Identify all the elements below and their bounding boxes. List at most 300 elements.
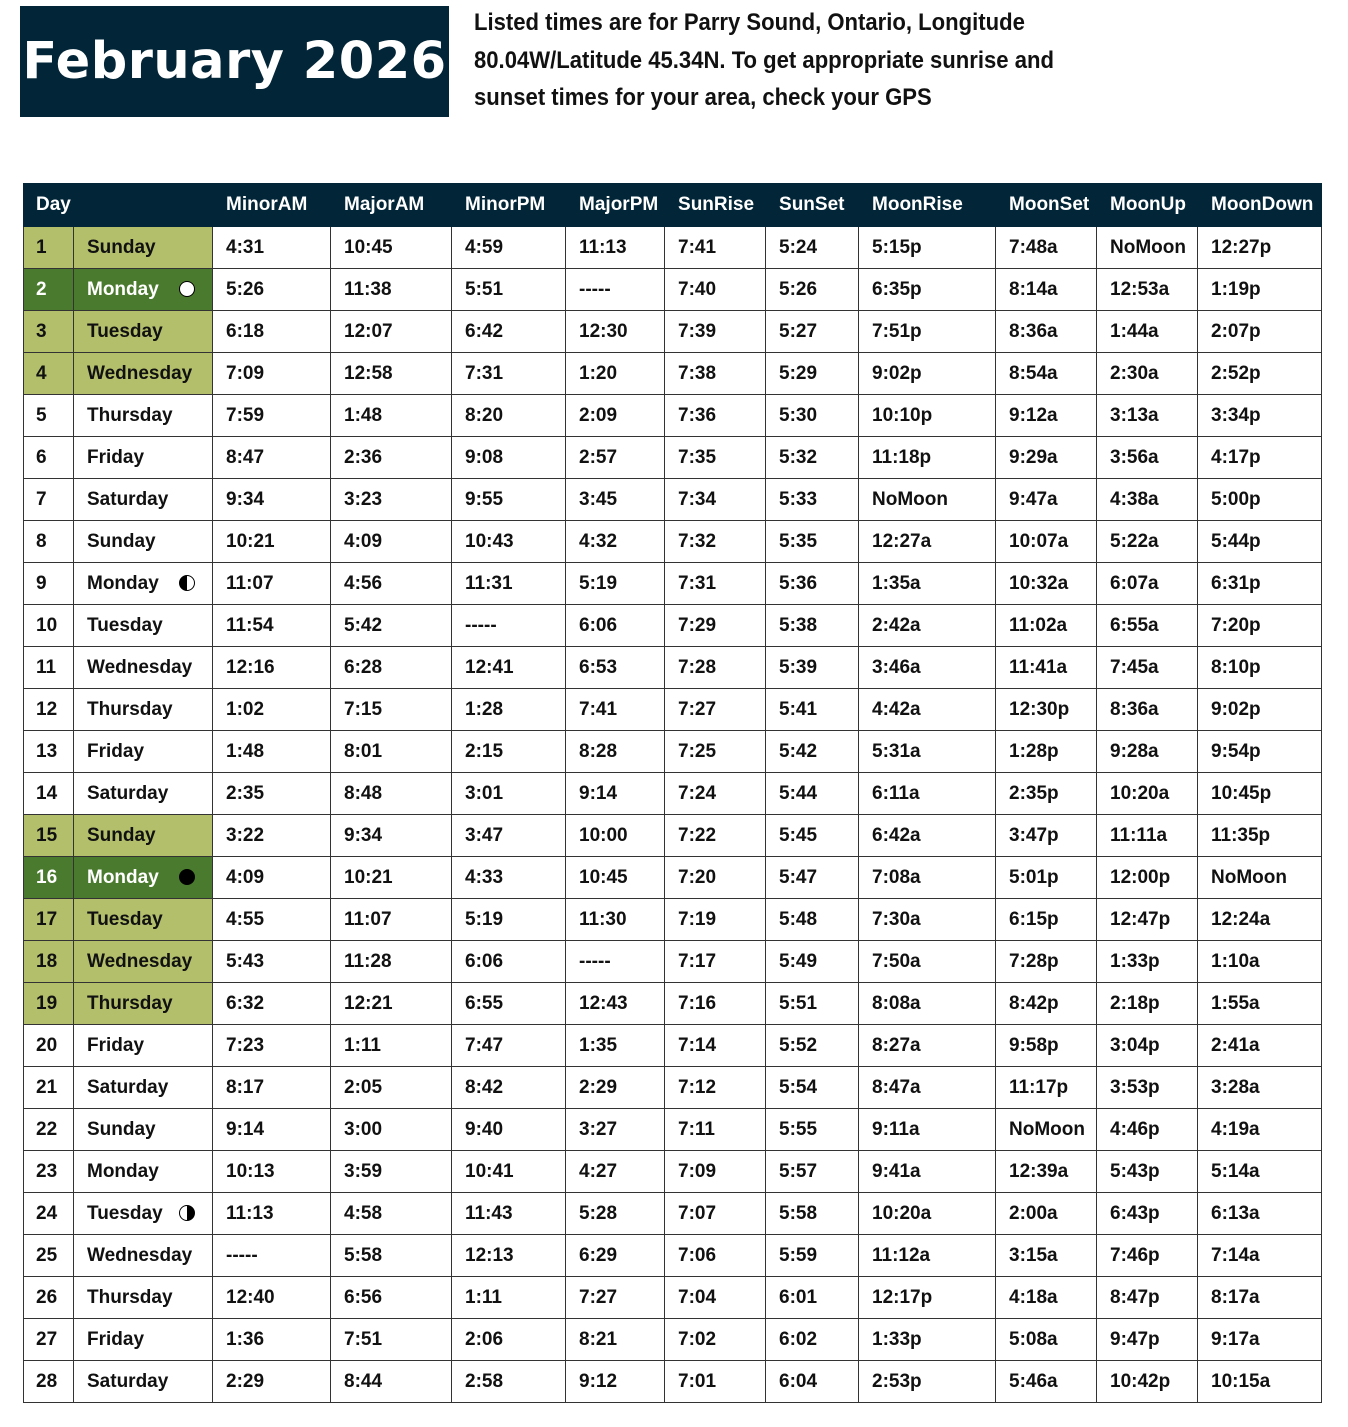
moonset-cell: 9:47a (996, 479, 1097, 521)
table-row (24, 941, 1322, 983)
minor-am-cell: 1:02 (213, 689, 331, 731)
moonup-cell: 12:53a (1097, 269, 1198, 311)
sunset-cell: 5:58 (766, 1193, 859, 1235)
major-pm-cell: 9:12 (566, 1361, 665, 1403)
moonset-cell: 8:36a (996, 311, 1097, 353)
minor-pm-cell: 10:43 (452, 521, 566, 563)
moonrise-cell: 9:11a (859, 1109, 996, 1151)
weekday-label: Sunday (87, 824, 156, 846)
minor-pm-cell: 12:13 (452, 1235, 566, 1277)
day-number-cell: 23 (24, 1151, 74, 1193)
major-pm-cell: ----- (566, 269, 665, 311)
moonup-cell: 4:46p (1097, 1109, 1198, 1151)
minor-pm-cell: 10:41 (452, 1151, 566, 1193)
minor-pm-cell: 3:01 (452, 773, 566, 815)
sunset-cell: 5:26 (766, 269, 859, 311)
moonset-cell: 2:00a (996, 1193, 1097, 1235)
major-pm-cell: 7:41 (566, 689, 665, 731)
major-pm-cell: 8:28 (566, 731, 665, 773)
minor-pm-cell: 5:19 (452, 899, 566, 941)
major-am-cell: 3:23 (331, 479, 452, 521)
sunrise-cell: 7:12 (665, 1067, 766, 1109)
weekday-label: Saturday (87, 488, 169, 510)
moonset-cell: 11:02a (996, 605, 1097, 647)
day-number-cell: 8 (24, 521, 74, 563)
table-row (24, 647, 1322, 689)
major-pm-cell: 8:21 (566, 1319, 665, 1361)
minor-am-cell: 7:59 (213, 395, 331, 437)
weekday-label: Friday (87, 1034, 145, 1056)
major-pm-cell: 3:45 (566, 479, 665, 521)
sunset-cell: 6:04 (766, 1361, 859, 1403)
moonset-cell: 3:15a (996, 1235, 1097, 1277)
major-am-cell: 7:15 (331, 689, 452, 731)
major-am-cell: 10:45 (331, 227, 452, 269)
moonrise-cell: 8:08a (859, 983, 996, 1025)
weekday-cell (74, 479, 213, 521)
moonup-cell: 4:38a (1097, 479, 1198, 521)
table-row (24, 1151, 1322, 1193)
minor-pm-cell: 7:31 (452, 353, 566, 395)
minor-pm-cell: 2:58 (452, 1361, 566, 1403)
minor-am-cell: ----- (213, 1235, 331, 1277)
moondown-cell: 2:52p (1198, 353, 1322, 395)
weekday-cell (74, 857, 213, 899)
minor-am-cell: 12:16 (213, 647, 331, 689)
sunrise-cell: 7:32 (665, 521, 766, 563)
weekday-label: Sunday (87, 1118, 156, 1140)
table-row (24, 857, 1322, 899)
moonup-cell: 10:20a (1097, 773, 1198, 815)
minor-am-cell: 4:09 (213, 857, 331, 899)
major-am-cell: 3:59 (331, 1151, 452, 1193)
major-am-cell: 12:21 (331, 983, 452, 1025)
moonrise-cell: 6:35p (859, 269, 996, 311)
moonset-cell: 7:28p (996, 941, 1097, 983)
sunset-cell: 5:51 (766, 983, 859, 1025)
sunset-cell: 5:32 (766, 437, 859, 479)
moonset-cell: 9:58p (996, 1025, 1097, 1067)
major-am-cell: 7:51 (331, 1319, 452, 1361)
sunrise-cell: 7:39 (665, 311, 766, 353)
sunset-cell: 5:24 (766, 227, 859, 269)
sunset-cell: 5:36 (766, 563, 859, 605)
sunrise-cell: 7:38 (665, 353, 766, 395)
weekday-cell (74, 1193, 213, 1235)
weekday-label: Sunday (87, 236, 156, 258)
moonup-cell: 6:07a (1097, 563, 1198, 605)
table-row (24, 1235, 1322, 1277)
day-number-cell: 10 (24, 605, 74, 647)
major-pm-cell: 2:29 (566, 1067, 665, 1109)
moonset-cell: 10:32a (996, 563, 1097, 605)
day-number-cell: 2 (24, 269, 74, 311)
moonrise-cell: 8:47a (859, 1067, 996, 1109)
col-header-moonset: MoonSet (996, 184, 1097, 227)
moonset-cell: 12:39a (996, 1151, 1097, 1193)
major-pm-cell: 5:19 (566, 563, 665, 605)
minor-am-cell: 6:32 (213, 983, 331, 1025)
moonset-cell: 12:30p (996, 689, 1097, 731)
moonup-cell: 8:36a (1097, 689, 1198, 731)
sunset-cell: 5:45 (766, 815, 859, 857)
moonup-cell: 2:18p (1097, 983, 1198, 1025)
minor-pm-cell: 3:47 (452, 815, 566, 857)
sunset-cell: 5:29 (766, 353, 859, 395)
moonrise-cell: 7:08a (859, 857, 996, 899)
sunset-cell: 5:39 (766, 647, 859, 689)
major-pm-cell: 7:27 (566, 1277, 665, 1319)
weekday-label: Friday (87, 1328, 145, 1350)
moonrise-cell: 2:53p (859, 1361, 996, 1403)
first-quarter-moon-icon (179, 1205, 195, 1221)
location-note-line: 80.04W/Latitude 45.34N. To get appropriate sunrise and (474, 46, 1054, 74)
sunrise-cell: 7:36 (665, 395, 766, 437)
sunrise-cell: 7:02 (665, 1319, 766, 1361)
day-number-cell: 15 (24, 815, 74, 857)
month-title-banner (20, 6, 449, 117)
weekday-cell (74, 647, 213, 689)
sunrise-cell: 7:22 (665, 815, 766, 857)
weekday-cell (74, 731, 213, 773)
moonrise-cell: 11:18p (859, 437, 996, 479)
weekday-label: Saturday (87, 782, 169, 804)
major-pm-cell: 2:57 (566, 437, 665, 479)
sunset-cell: 5:44 (766, 773, 859, 815)
table-row (24, 437, 1322, 479)
moonset-cell: 11:17p (996, 1067, 1097, 1109)
moonrise-cell: NoMoon (859, 479, 996, 521)
col-header-moondown: MoonDown (1198, 184, 1322, 227)
moonup-cell: 12:00p (1097, 857, 1198, 899)
minor-am-cell: 3:22 (213, 815, 331, 857)
weekday-label: Thursday (87, 698, 173, 720)
table-row (24, 479, 1322, 521)
major-pm-cell: 6:53 (566, 647, 665, 689)
day-number-cell: 1 (24, 227, 74, 269)
minor-am-cell: 1:48 (213, 731, 331, 773)
sunset-cell: 5:38 (766, 605, 859, 647)
table-row (24, 773, 1322, 815)
col-header-moonup: MoonUp (1097, 184, 1198, 227)
moonset-cell: 4:18a (996, 1277, 1097, 1319)
table-row (24, 1361, 1322, 1403)
table-row (24, 1319, 1322, 1361)
minor-am-cell: 5:26 (213, 269, 331, 311)
moonup-cell: 3:04p (1097, 1025, 1198, 1067)
weekday-label: Thursday (87, 404, 173, 426)
moonrise-cell: 12:17p (859, 1277, 996, 1319)
major-am-cell: 11:28 (331, 941, 452, 983)
moondown-cell: 9:02p (1198, 689, 1322, 731)
major-am-cell: 2:36 (331, 437, 452, 479)
weekday-cell (74, 1277, 213, 1319)
minor-am-cell: 11:13 (213, 1193, 331, 1235)
weekday-label: Monday (87, 572, 159, 594)
moonup-cell: 6:43p (1097, 1193, 1198, 1235)
table-row (24, 1277, 1322, 1319)
moonup-cell: 5:22a (1097, 521, 1198, 563)
moonup-cell: 6:55a (1097, 605, 1198, 647)
moonrise-cell: 9:02p (859, 353, 996, 395)
day-number-cell: 20 (24, 1025, 74, 1067)
weekday-label: Wednesday (87, 362, 193, 384)
sunrise-cell: 7:11 (665, 1109, 766, 1151)
minor-pm-cell: 12:41 (452, 647, 566, 689)
weekday-cell (74, 1025, 213, 1067)
moonrise-cell: 1:35a (859, 563, 996, 605)
sunrise-cell: 7:19 (665, 899, 766, 941)
sunset-cell: 5:57 (766, 1151, 859, 1193)
table-row (24, 731, 1322, 773)
minor-am-cell: 7:23 (213, 1025, 331, 1067)
moondown-cell: 11:35p (1198, 815, 1322, 857)
moonup-cell: 10:42p (1097, 1361, 1198, 1403)
weekday-cell (74, 1151, 213, 1193)
day-number-cell: 9 (24, 563, 74, 605)
table-row (24, 689, 1322, 731)
sunrise-cell: 7:04 (665, 1277, 766, 1319)
moonrise-cell: 6:11a (859, 773, 996, 815)
day-number-cell: 26 (24, 1277, 74, 1319)
weekday-cell (74, 437, 213, 479)
solunar-table (23, 183, 1322, 1403)
weekday-cell (74, 269, 213, 311)
weekday-cell (74, 521, 213, 563)
col-header-moonrise: MoonRise (859, 184, 996, 227)
moonrise-cell: 3:46a (859, 647, 996, 689)
weekday-cell (74, 1361, 213, 1403)
minor-am-cell: 1:36 (213, 1319, 331, 1361)
moonup-cell: 9:28a (1097, 731, 1198, 773)
major-am-cell: 1:48 (331, 395, 452, 437)
major-pm-cell: 9:14 (566, 773, 665, 815)
table-row (24, 269, 1322, 311)
moonset-cell: 5:01p (996, 857, 1097, 899)
major-am-cell: 5:42 (331, 605, 452, 647)
sunrise-cell: 7:14 (665, 1025, 766, 1067)
weekday-cell (74, 941, 213, 983)
major-am-cell: 11:07 (331, 899, 452, 941)
weekday-label: Friday (87, 446, 145, 468)
day-number-cell: 25 (24, 1235, 74, 1277)
minor-pm-cell: 4:59 (452, 227, 566, 269)
moonrise-cell: 9:41a (859, 1151, 996, 1193)
sunrise-cell: 7:29 (665, 605, 766, 647)
minor-pm-cell: ----- (452, 605, 566, 647)
major-am-cell: 4:58 (331, 1193, 452, 1235)
col-header-major-pm: MajorPM (566, 184, 665, 227)
sunrise-cell: 7:07 (665, 1193, 766, 1235)
minor-pm-cell: 2:15 (452, 731, 566, 773)
moonup-cell: 3:56a (1097, 437, 1198, 479)
weekday-cell (74, 227, 213, 269)
sunrise-cell: 7:20 (665, 857, 766, 899)
weekday-cell (74, 605, 213, 647)
day-number-cell: 18 (24, 941, 74, 983)
moonup-cell: 12:47p (1097, 899, 1198, 941)
day-number-cell: 7 (24, 479, 74, 521)
minor-am-cell: 5:43 (213, 941, 331, 983)
minor-pm-cell: 1:11 (452, 1277, 566, 1319)
moonrise-cell: 8:27a (859, 1025, 996, 1067)
moondown-cell: 7:20p (1198, 605, 1322, 647)
moonup-cell: 5:43p (1097, 1151, 1198, 1193)
weekday-label: Tuesday (87, 1202, 163, 1224)
minor-pm-cell: 8:20 (452, 395, 566, 437)
major-am-cell: 4:56 (331, 563, 452, 605)
minor-am-cell: 6:18 (213, 311, 331, 353)
moonset-cell: 3:47p (996, 815, 1097, 857)
day-number-cell: 13 (24, 731, 74, 773)
sunrise-cell: 7:17 (665, 941, 766, 983)
moonset-cell: 9:12a (996, 395, 1097, 437)
weekday-label: Monday (87, 866, 159, 888)
moondown-cell: 1:55a (1198, 983, 1322, 1025)
sunset-cell: 5:27 (766, 311, 859, 353)
moondown-cell: 3:34p (1198, 395, 1322, 437)
day-number-cell: 22 (24, 1109, 74, 1151)
moonset-cell: 7:48a (996, 227, 1097, 269)
moonset-cell: 8:14a (996, 269, 1097, 311)
major-pm-cell: 1:35 (566, 1025, 665, 1067)
moonset-cell: 1:28p (996, 731, 1097, 773)
moonrise-cell: 11:12a (859, 1235, 996, 1277)
weekday-label: Thursday (87, 1286, 173, 1308)
moondown-cell: 6:13a (1198, 1193, 1322, 1235)
minor-am-cell: 12:40 (213, 1277, 331, 1319)
moondown-cell: 5:00p (1198, 479, 1322, 521)
table-row (24, 521, 1322, 563)
major-pm-cell: 12:30 (566, 311, 665, 353)
minor-am-cell: 11:54 (213, 605, 331, 647)
weekday-cell (74, 899, 213, 941)
col-header-minor-pm: MinorPM (452, 184, 566, 227)
day-number-cell: 19 (24, 983, 74, 1025)
sunset-cell: 5:30 (766, 395, 859, 437)
moondown-cell: 9:17a (1198, 1319, 1322, 1361)
day-number-cell: 28 (24, 1361, 74, 1403)
weekday-cell (74, 983, 213, 1025)
major-pm-cell: 6:06 (566, 605, 665, 647)
sunset-cell: 5:55 (766, 1109, 859, 1151)
major-pm-cell: 4:27 (566, 1151, 665, 1193)
moonup-cell: 7:45a (1097, 647, 1198, 689)
major-pm-cell: 6:29 (566, 1235, 665, 1277)
weekday-label: Tuesday (87, 908, 163, 930)
moondown-cell: 12:27p (1198, 227, 1322, 269)
weekday-cell (74, 563, 213, 605)
weekday-cell (74, 353, 213, 395)
major-am-cell: 12:58 (331, 353, 452, 395)
sunset-cell: 5:42 (766, 731, 859, 773)
sunset-cell: 5:33 (766, 479, 859, 521)
minor-pm-cell: 6:42 (452, 311, 566, 353)
moonup-cell: 3:13a (1097, 395, 1198, 437)
minor-am-cell: 9:34 (213, 479, 331, 521)
table-row (24, 815, 1322, 857)
sunrise-cell: 7:06 (665, 1235, 766, 1277)
sunset-cell: 5:54 (766, 1067, 859, 1109)
day-number-cell: 27 (24, 1319, 74, 1361)
minor-pm-cell: 7:47 (452, 1025, 566, 1067)
moondown-cell: 5:14a (1198, 1151, 1322, 1193)
moonrise-cell: 12:27a (859, 521, 996, 563)
moonup-cell: 1:44a (1097, 311, 1198, 353)
day-number-cell: 5 (24, 395, 74, 437)
sunrise-cell: 7:27 (665, 689, 766, 731)
weekday-cell (74, 1109, 213, 1151)
moonset-cell: 5:46a (996, 1361, 1097, 1403)
table-row (24, 983, 1322, 1025)
table-row (24, 605, 1322, 647)
major-am-cell: 8:48 (331, 773, 452, 815)
weekday-label: Wednesday (87, 950, 193, 972)
sunrise-cell: 7:24 (665, 773, 766, 815)
location-note-line: Listed times are for Parry Sound, Ontario, Longitude (474, 9, 1025, 36)
full-moon-icon (179, 281, 195, 297)
table-row (24, 353, 1322, 395)
weekday-label: Sunday (87, 530, 156, 552)
weekday-label: Saturday (87, 1370, 169, 1392)
major-am-cell: 8:44 (331, 1361, 452, 1403)
weekday-label: Monday (87, 278, 159, 300)
sunrise-cell: 7:34 (665, 479, 766, 521)
minor-pm-cell: 9:40 (452, 1109, 566, 1151)
sunrise-cell: 7:16 (665, 983, 766, 1025)
weekday-label: Saturday (87, 1076, 169, 1098)
minor-am-cell: 10:21 (213, 521, 331, 563)
moondown-cell: NoMoon (1198, 857, 1322, 899)
major-pm-cell: 1:20 (566, 353, 665, 395)
sunrise-cell: 7:28 (665, 647, 766, 689)
minor-am-cell: 8:47 (213, 437, 331, 479)
table-body (24, 227, 1322, 1403)
moonset-cell: 11:41a (996, 647, 1097, 689)
sunset-cell: 6:02 (766, 1319, 859, 1361)
sunset-cell: 5:35 (766, 521, 859, 563)
moondown-cell: 4:17p (1198, 437, 1322, 479)
last-quarter-moon-icon (179, 575, 195, 591)
weekday-label: Tuesday (87, 614, 163, 636)
moonrise-cell: 5:15p (859, 227, 996, 269)
moonup-cell: 1:33p (1097, 941, 1198, 983)
table-row (24, 1193, 1322, 1235)
moondown-cell: 1:10a (1198, 941, 1322, 983)
day-number-cell: 21 (24, 1067, 74, 1109)
moondown-cell: 10:15a (1198, 1361, 1322, 1403)
minor-pm-cell: 9:08 (452, 437, 566, 479)
major-am-cell: 11:38 (331, 269, 452, 311)
moonrise-cell: 1:33p (859, 1319, 996, 1361)
moonset-cell: 10:07a (996, 521, 1097, 563)
sunset-cell: 5:52 (766, 1025, 859, 1067)
col-header-minor-am: MinorAM (213, 184, 331, 227)
weekday-cell (74, 1235, 213, 1277)
minor-pm-cell: 4:33 (452, 857, 566, 899)
moondown-cell: 8:10p (1198, 647, 1322, 689)
table-row (24, 899, 1322, 941)
sunrise-cell: 7:25 (665, 731, 766, 773)
sunrise-cell: 7:01 (665, 1361, 766, 1403)
table-row (24, 563, 1322, 605)
major-am-cell: 6:56 (331, 1277, 452, 1319)
moondown-cell: 4:19a (1198, 1109, 1322, 1151)
month-title: February 2026 (22, 32, 447, 91)
day-number-cell: 12 (24, 689, 74, 731)
minor-am-cell: 4:55 (213, 899, 331, 941)
major-pm-cell: 10:00 (566, 815, 665, 857)
